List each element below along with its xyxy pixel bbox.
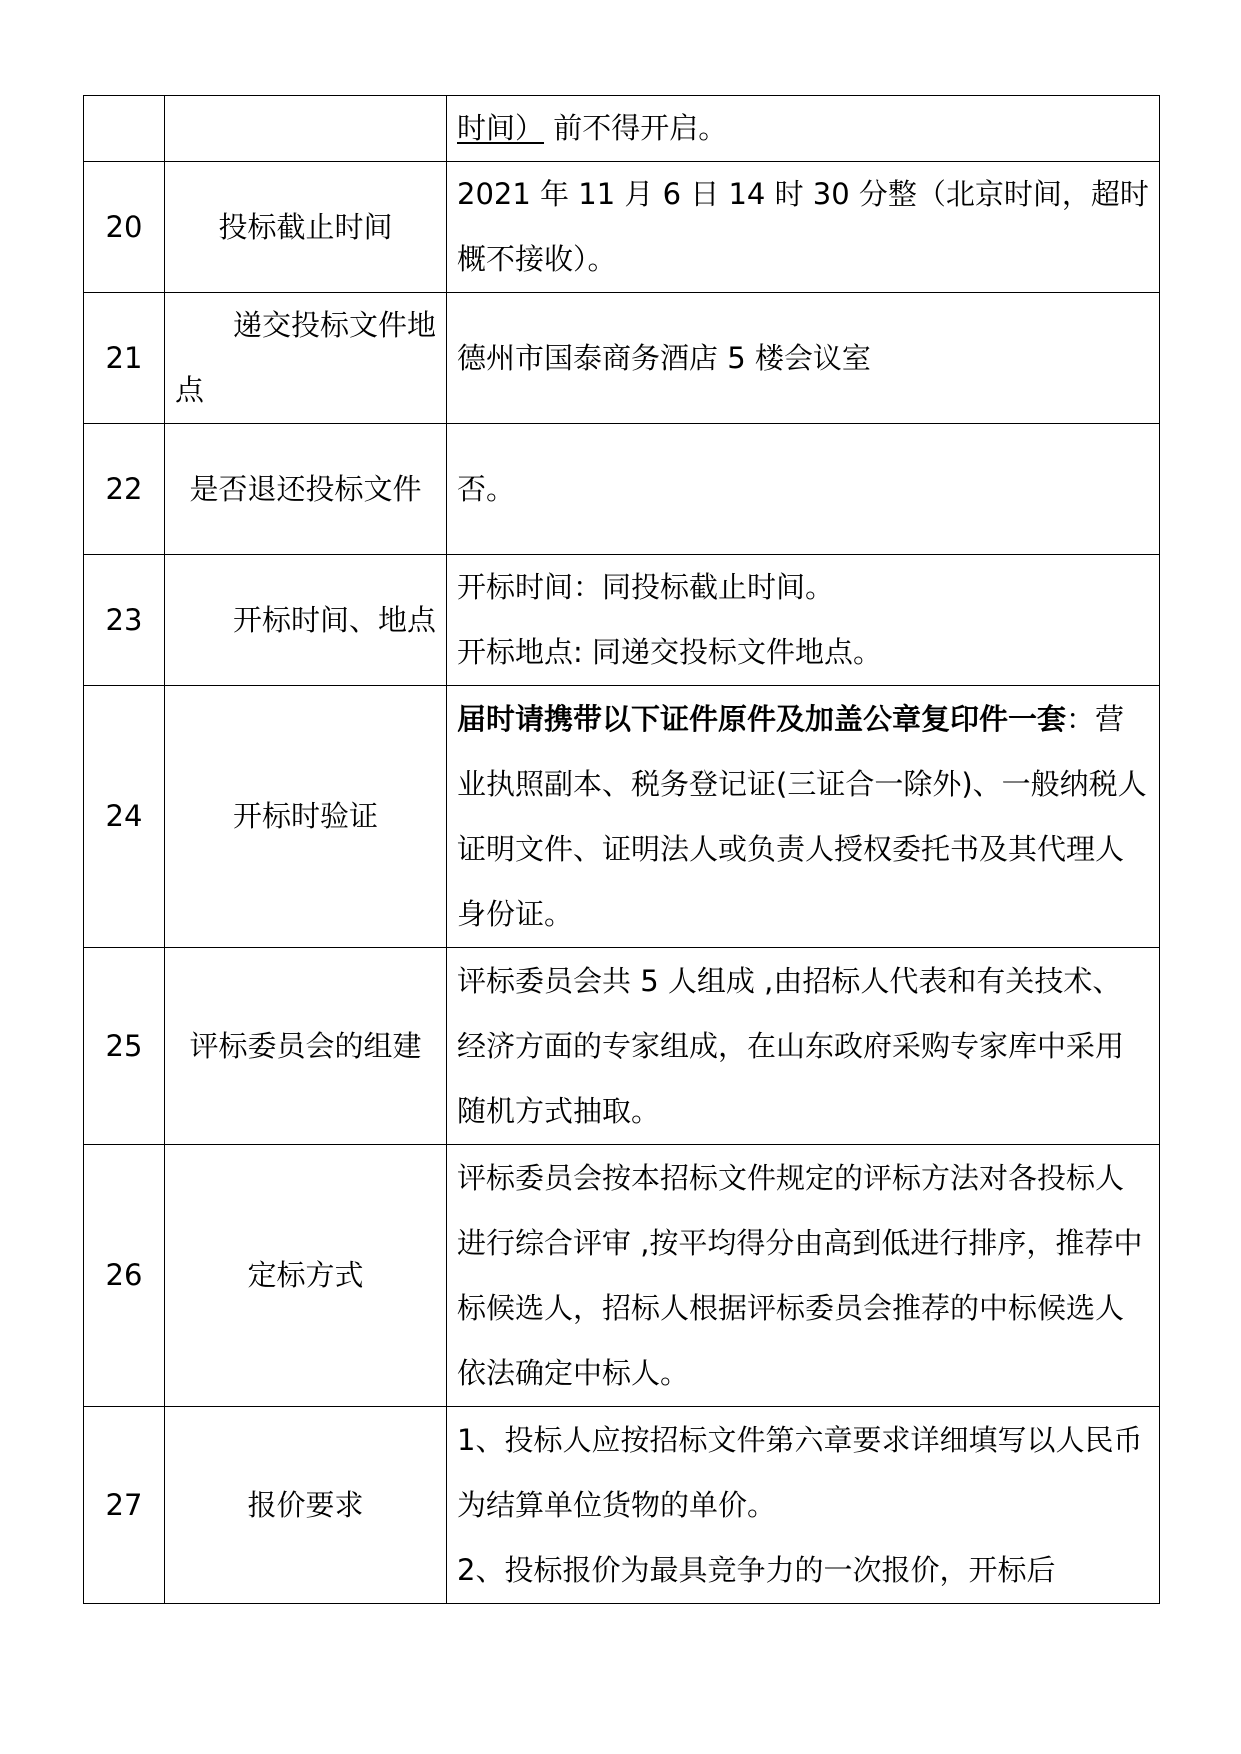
table-row xyxy=(84,1407,1160,1604)
row-number: 25 xyxy=(84,948,165,1145)
table-row xyxy=(84,96,1160,162)
bold-text: 届时请携带以下证件原件及加盖公章复印件一套 xyxy=(457,701,1067,736)
row-number: 24 xyxy=(84,686,165,948)
row-content xyxy=(447,1407,1160,1604)
table-row xyxy=(84,424,1160,555)
row-label: 评标委员会的组建 xyxy=(165,948,447,1145)
row-number: 26 xyxy=(84,1145,165,1407)
row-number: 20 xyxy=(84,162,165,293)
row-number: 21 xyxy=(84,293,165,424)
row-label: 开标时间、地点 xyxy=(165,555,447,686)
row-label: 投标截止时间 xyxy=(165,162,447,293)
table-row xyxy=(84,162,1160,293)
table-row xyxy=(84,1145,1160,1407)
row-label xyxy=(165,96,447,162)
content-line: 开标地点: 同递交投标文件地点。 xyxy=(457,635,882,669)
row-content xyxy=(447,555,1160,686)
table-row xyxy=(84,948,1160,1145)
content-line: 1、投标人应按招标文件第六章要求详细填写以人民币为结算单位货物的单价。 xyxy=(457,1422,1143,1522)
content-text: ：营业执照副本、税务登记证(三证合一除外)、一般纳税人证明文件、证明法人或负责人授权委托书及其代理人身份证。 xyxy=(457,701,1147,931)
table-row xyxy=(84,555,1160,686)
row-number: 27 xyxy=(84,1407,165,1604)
row-label: 递交投标文件地点 xyxy=(165,293,447,424)
row-number: 23 xyxy=(84,555,165,686)
content-line: 开标时间：同投标截止时间。 xyxy=(457,570,835,604)
row-content: 德州市国泰商务酒店 5 楼会议室 xyxy=(447,293,1160,424)
row-content: 否。 xyxy=(447,424,1160,555)
row-number xyxy=(84,96,165,162)
table-row xyxy=(84,686,1160,948)
content-line: 2、投标报价为最具竞争力的一次报价，开标后 xyxy=(457,1552,1056,1587)
underlined-text: 时间） xyxy=(457,111,545,145)
row-content: 评标委员会共 5 人组成 ,由招标人代表和有关技术、经济方面的专家组成，在山东政府采购专家库中采用随机方式抽取。 xyxy=(447,948,1160,1145)
row-label: 定标方式 xyxy=(165,1145,447,1407)
row-number: 22 xyxy=(84,424,165,555)
row-label: 开标时验证 xyxy=(165,686,447,948)
bid-info-table xyxy=(83,95,1160,1604)
row-content xyxy=(447,686,1160,948)
row-content xyxy=(447,96,1160,162)
row-content: 评标委员会按本招标文件规定的评标方法对各投标人进行综合评审 ,按平均得分由高到低进行排序，推荐中标候选人，招标人根据评标委员会推荐的中标候选人依法确定中标人。 xyxy=(447,1145,1160,1407)
table-row xyxy=(84,293,1160,424)
row-label: 报价要求 xyxy=(165,1407,447,1604)
row-label: 是否退还投标文件 xyxy=(165,424,447,555)
content-text: 前不得开启。 xyxy=(544,111,728,145)
row-content: 2021 年 11 月 6 日 14 时 30 分整（北京时间，超时概不接收）。 xyxy=(447,162,1160,293)
